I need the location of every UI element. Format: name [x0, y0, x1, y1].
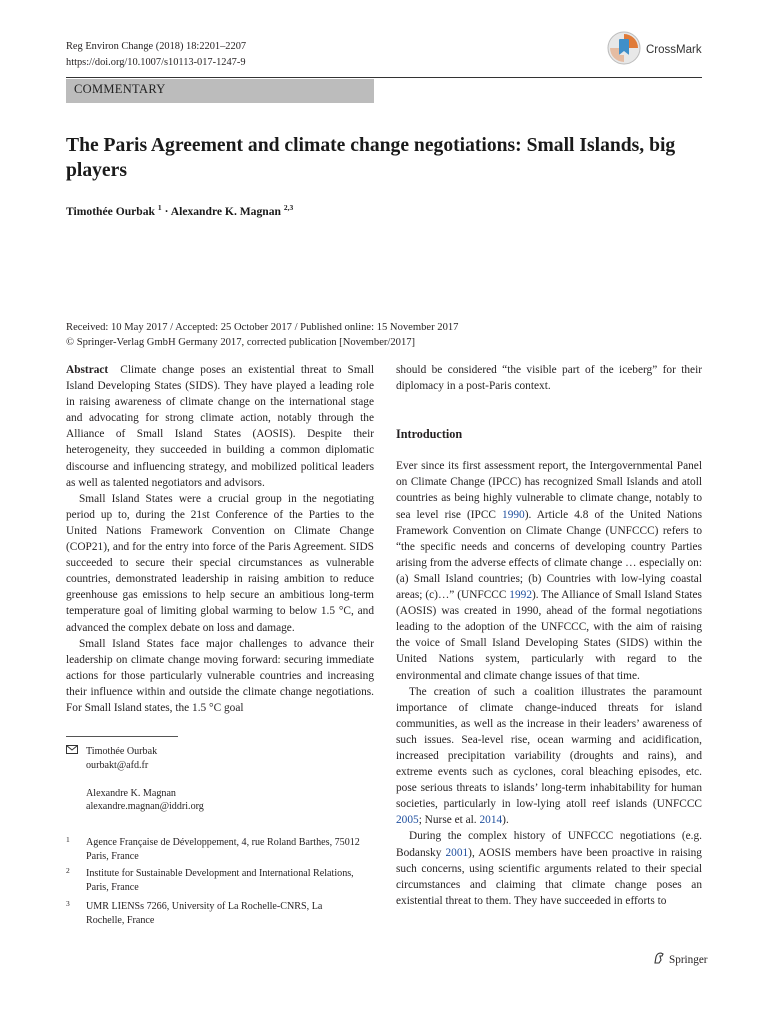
author-affiliation-mark: 1: [157, 203, 162, 212]
corresponding-author-name: Alexandre K. Magnan: [86, 787, 176, 799]
springer-horse-icon: [652, 951, 666, 968]
header-rule: [66, 77, 702, 78]
affiliation-number: 2: [66, 866, 70, 875]
introduction-paragraph: During the complex history of UNFCCC negotiations (e.g. Bodansky 2001), AOSIS members have been proactive in raising such concerns, using scientific arguments related to their special circumstances and claiming that climate change poses an existential threat to them. They have succeeded in efforts to: [396, 830, 702, 907]
citation-link[interactable]: 2014: [479, 814, 503, 827]
publication-dates: [66, 320, 458, 350]
affiliation-text: Institute for Sustainable Development and International Relations, Paris, France: [86, 868, 354, 893]
corresponding-author-name: Timothée Ourbak: [86, 746, 158, 757]
doi-link[interactable]: https://doi.org/10.1007/s10113-017-1247-9: [66, 57, 246, 68]
corresponding-author-email[interactable]: alexandre.magnan@iddri.org: [86, 801, 204, 813]
abstract-text: Climate change poses an existential threat to Small Island Developing States (SIDS). They have played a leading role in raising awareness of climate change on the international stage and advocating for strong climate action, notably through the Alliance of Small Island States (AOSIS). Despite their heterogeneity, they succeeded in building a common diplomatic discourse and influencing strategy, and mobilized political leaders as well as talented negotiators and advisors.: [66, 364, 375, 489]
crossmark-icon: [607, 31, 641, 70]
introduction-paragraph: Ever since its first assessment report, the Intergovernmental Panel on Climate Change (IPCC) has recognized Small Islands and atoll countries as being highly vulnerable to climate change, notably to sea level rise (IPCC 1990). Article 4.8 of the United Nations Framework Convention on Climate Change (UNFCCC) refers to “the specific needs and concerns of developing country Parties arising from the adverse effects of climate change … especially on: (a) Small Island countries; (b) Countries with low-lying coastal areas; (c)…” (UNFCCC 1992). The Alliance of Small Island States (AOSIS) was created in 1990, ahead of the formal negotiations leading to the adoption of the UNFCCC, with the aim of raising the voice of Small Island Developing States (SIDS) within the United Nations system, particularly with regard to the environmental and climate change issues of that time.: [396, 460, 702, 682]
abstract-paragraph: Small Island States face major challenges to advance their leadership on climate change moving forward: securing immediate actions for those particularly vulnerable countries and increasing their influence within and outside the climate change negotiations. For Small Island states, the 1.5 °C goal: [66, 637, 374, 714]
affiliation-number: 1: [66, 835, 70, 844]
article-type-label: COMMENTARY: [74, 82, 166, 96]
citation-link[interactable]: 2005: [396, 814, 419, 827]
affiliation-number: 3: [66, 899, 70, 908]
correspondence-icon-wrap: [66, 745, 78, 759]
body-column-right: [396, 362, 702, 909]
journal-citation: Reg Environ Change (2018) 18:2201–2207: [66, 41, 247, 52]
abstract-paragraph: Small Island States were a crucial group in the negotiating period up to, during the 21st Conference of the Parties to the United Nations Framework Convention on Climate Change (COP21), and for the entry into force of the Paris Agreement. SIDS succeeded to secure their special circumstances as vulnerable countries, demonstrated leadership in raising ambition to reduce greenhouse gas emissions to help secure an ambitious long-term temperature goal of limiting global warming to below 1.5 °C, and advanced the complex debate on loss and damage.: [66, 492, 374, 634]
abstract-continuation: should be considered “the visible part of the iceberg” for their diplomacy in a post-Paris context.: [396, 364, 702, 393]
copyright-line: © Springer-Verlag GmbH Germany 2017, corrected publication [November/2017]: [66, 337, 416, 348]
author-affiliation-mark: 2,3: [283, 203, 294, 212]
received-dates: Received: 10 May 2017 / Accepted: 25 October 2017 / Published online: 15 November 2017: [66, 322, 459, 333]
author-list: [66, 203, 293, 218]
abstract-column: [66, 362, 374, 716]
citation-link[interactable]: 1990: [502, 508, 525, 521]
crossmark-badge[interactable]: [607, 32, 727, 68]
footnote-rule: [66, 736, 178, 737]
corresponding-author-email[interactable]: ourbakt@afd.fr: [86, 759, 149, 771]
correspondence-block: [86, 745, 204, 814]
affiliation-text: Agence Française de Développement, 4, rue Roland Barthes, 75012 Paris, France: [86, 837, 360, 862]
publisher-name: Springer: [669, 953, 708, 966]
publisher-footer: [652, 951, 708, 968]
article-type-bar: [66, 79, 374, 103]
abstract-label: Abstract: [66, 364, 109, 376]
author-separator: ·: [164, 204, 169, 218]
citation-link[interactable]: 1992: [509, 589, 532, 602]
citation-link[interactable]: 2001: [445, 846, 469, 859]
article-title: The Paris Agreement and climate change negotiations: Small Islands, big players: [66, 135, 676, 181]
introduction-paragraph: The creation of such a coalition illustrates the paramount importance of climate change-induced threats for island communities, as well as the increase in their leaders’ awareness of such issues. Sea-level rise, ocean warming and acidification, increased precipitation variability (droughts and rains), and extreme events such as cyclones, coral bleaching episodes, etc. pose serious threats to islands’ long-term inhabitability for human societies, particularly in low-lying atoll reef islands (UNFCCC 2005; Nurse et al. 2014).: [396, 685, 702, 827]
author-name[interactable]: Alexandre K. Magnan: [170, 204, 281, 218]
abstract-paragraph: [66, 362, 374, 491]
author-name[interactable]: Timothée Ourbak: [66, 204, 156, 218]
envelope-icon: [66, 746, 78, 757]
crossmark-label: CrossMark: [646, 44, 702, 56]
section-heading-introduction: Introduction: [396, 427, 463, 442]
affiliation-text: UMR LIENSs 7266, University of La Rochelle-CNRS, La Rochelle, France: [86, 901, 323, 926]
